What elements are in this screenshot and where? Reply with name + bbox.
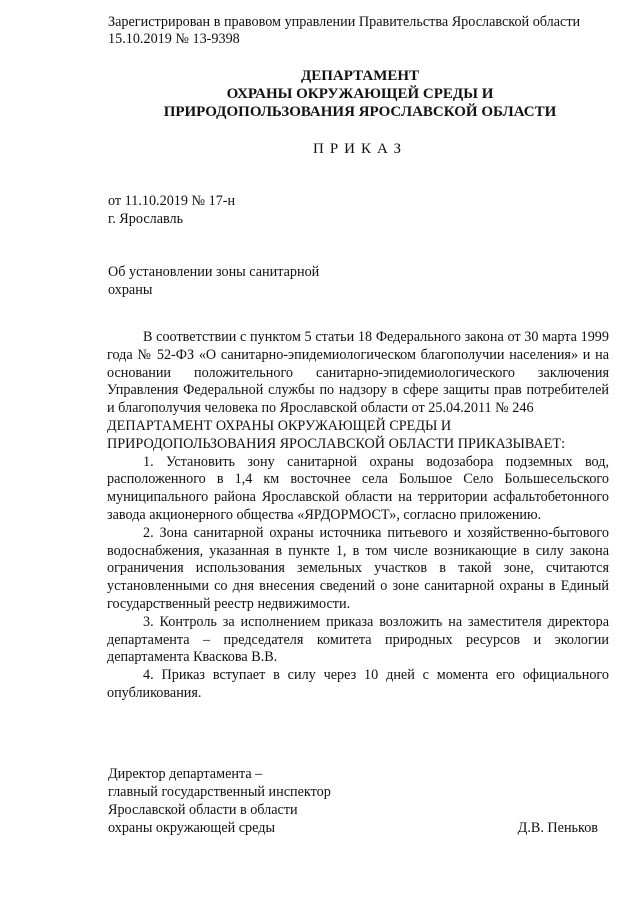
document-body (107, 329, 609, 703)
order-line-1: ДЕПАРТАМЕНТ ОХРАНЫ ОКРУЖАЮЩЕЙ СРЕДЫ И (107, 417, 452, 434)
registration-line-2: 15.10.2019 № 13-9398 (108, 31, 240, 47)
registration-note (108, 14, 628, 48)
order-item-3: 3. Контроль за исполнением приказа возложить на заместителя директора департамента – председателя комитета природных ресурсов и экологии департамента Кваскова В.В. (107, 613, 609, 666)
subject-line-2: охраны (108, 282, 153, 298)
date-number: от 11.10.2019 № 17-н (108, 193, 236, 209)
signature-block (108, 765, 598, 837)
department-line-3: ПРИРОДОПОЛЬЗОВАНИЯ ЯРОСЛАВСКОЙ ОБЛАСТИ (163, 104, 557, 120)
signer-title-line-4: охраны окружающей среды (108, 820, 276, 836)
preamble-paragraph: В соответствии с пунктом 5 статьи 18 Федерального закона от 30 марта 1999 года № 52-ФЗ «О санитарно-эпидемиологическом благополучии населения» и на основании положительного санитарно-эпидемиологического заключения Управления Федеральной службы по надзору в сфере защиты прав потребителей и благополучия человека по Ярославской области от 25.04.2011 № 246 (107, 329, 609, 417)
order-item-2: 2. Зона санитарной охраны источника питьевого и хозяйственно-бытового водоснабжения, указанная в пункте 1, в том числе возникающие в силу закона ограничения использования земельных участков в такой зоне, считаются установленными со дня внесения сведений о зоне санитарной охраны в Единый государственный реестр недвижимости. (107, 524, 609, 612)
signer-title-line-1: Директор департамента – (108, 766, 263, 782)
order-item-1: 1. Установить зону санитарной охраны водозабора подземных вод, расположенного в 1,4 км восточнее села Большое Село Большесельского муниципального района Ярославской области на территории асфальтобетонного завода акционерного общества «ЯРДОРМОСТ», согласно приложению. (107, 453, 609, 523)
order-item-4: 4. Приказ вступает в силу через 10 дней с момента его официального опубликования. (107, 667, 609, 701)
document-type-title: ПРИКАЗ (313, 141, 407, 157)
registration-line-1: Зарегистрирован в правовом управлении Правительства Ярославской области (108, 14, 581, 30)
subject-line-1: Об установлении зоны санитарной (108, 264, 320, 280)
signer-title-line-3: Ярославской области в области (108, 802, 298, 818)
city: г. Ярославль (108, 211, 184, 227)
department-line-2: ОХРАНЫ ОКРУЖАЮЩЕЙ СРЕДЫ И (226, 86, 494, 102)
document-meta (108, 192, 235, 228)
department-line-1: ДЕПАРТАМЕНТ (300, 68, 420, 84)
department-header (60, 67, 640, 121)
order-line-2: ПРИРОДОПОЛЬЗОВАНИЯ ЯРОСЛАВСКОЙ ОБЛАСТИ ПРИКАЗЫВАЕТ: (107, 435, 566, 452)
signer-title-line-2: главный государственный инспектор (108, 784, 331, 800)
signature-row (108, 819, 598, 837)
document-subject (108, 263, 319, 299)
signer-name: Д.В. Пеньков (517, 820, 598, 836)
